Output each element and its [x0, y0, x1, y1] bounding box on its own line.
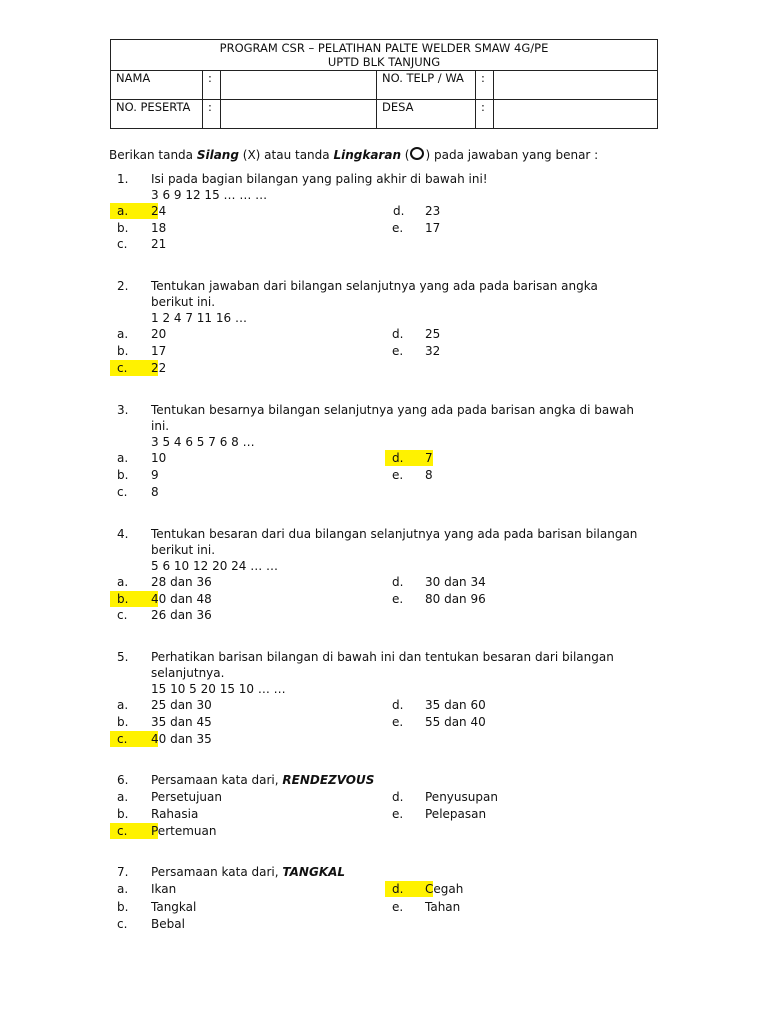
q4-option-b[interactable]: 40 dan 48	[151, 592, 212, 606]
q5-option-b-label[interactable]: b.	[117, 715, 129, 729]
q6-option-b-label[interactable]: b.	[117, 807, 129, 821]
q3-option-e-label[interactable]: e.	[392, 468, 404, 482]
instr-open: (	[400, 148, 410, 162]
q1-option-a-label[interactable]: a.	[110, 203, 158, 219]
instructions	[109, 147, 598, 162]
q2-option-e[interactable]: 32	[425, 344, 441, 358]
q2-text-line2: berikut ini.	[151, 295, 216, 309]
q4-text-line3: 5 6 10 12 20 24 … …	[151, 559, 279, 573]
q3-option-a-label[interactable]: a.	[117, 451, 129, 465]
desa-field[interactable]	[494, 100, 658, 129]
q7-number: 7.	[117, 865, 129, 879]
q1-text-line1: Isi pada bagian bilangan yang paling akhir di bawah ini!	[151, 172, 488, 186]
q5-option-e[interactable]: 55 dan 40	[425, 715, 486, 729]
q2-number: 2.	[117, 279, 129, 293]
nama-label: NAMA	[111, 71, 203, 100]
q3-option-b-label[interactable]: b.	[117, 468, 129, 482]
instr-lingkaran: Lingkaran	[333, 148, 401, 162]
q3-option-b[interactable]: 9	[151, 468, 159, 482]
q3-option-c[interactable]: 8	[151, 485, 159, 499]
instr-x-part: (X) atau tanda	[238, 148, 334, 162]
q4-text-line2: berikut ini.	[151, 543, 216, 557]
peserta-colon: :	[203, 100, 221, 129]
q2-text-line3: 1 2 4 7 11 16 …	[151, 311, 247, 325]
q5-number: 5.	[117, 650, 129, 664]
q7-prompt: Persamaan kata dari,	[151, 865, 283, 879]
q7-option-d[interactable]: Cegah	[425, 882, 464, 896]
q5-text-line2: selanjutnya.	[151, 666, 225, 680]
q4-text-line1: Tentukan besaran dari dua bilangan selanjutnya yang ada pada barisan bilangan	[151, 527, 638, 541]
header-title-line1: PROGRAM CSR – PELATIHAN PALTE WELDER SMAW 4G/PE	[219, 41, 549, 55]
q2-option-b[interactable]: 17	[151, 344, 167, 358]
q5-text-line1: Perhatikan barisan bilangan di bawah ini dan tentukan besaran dari bilangan	[151, 650, 614, 664]
q7-option-c[interactable]: Bebal	[151, 917, 185, 931]
q7-option-c-label[interactable]: c.	[117, 917, 128, 931]
q6-option-e[interactable]: Pelepasan	[425, 807, 487, 821]
q7-text	[151, 864, 345, 880]
q1-option-b-label[interactable]: b.	[117, 221, 129, 235]
q5-option-c-label[interactable]: c.	[110, 731, 158, 747]
q3-option-c-label[interactable]: c.	[117, 485, 128, 499]
peserta-field[interactable]	[221, 100, 377, 129]
q2-option-c[interactable]: 22	[151, 361, 167, 375]
q3-option-e[interactable]: 8	[425, 468, 433, 482]
q2-option-c-label[interactable]: c.	[110, 360, 158, 376]
q3-option-d[interactable]: 7	[425, 451, 433, 465]
q7-option-b-label[interactable]: b.	[117, 900, 129, 914]
nama-colon: :	[203, 71, 221, 100]
telp-colon: :	[476, 71, 494, 100]
q6-option-a[interactable]: Persetujuan	[151, 790, 222, 804]
q4-option-a-label[interactable]: a.	[117, 575, 129, 589]
q7-option-a[interactable]: Ikan	[151, 882, 177, 896]
peserta-label: NO. PESERTA	[111, 100, 203, 129]
q3-option-d-label[interactable]: d.	[385, 450, 433, 466]
q2-text-line1: Tentukan jawaban dari bilangan selanjutnya yang ada pada barisan angka	[151, 279, 598, 293]
q7-option-e[interactable]: Tahan	[425, 900, 461, 914]
q4-option-c-label[interactable]: c.	[117, 608, 128, 622]
q6-text	[151, 772, 374, 788]
header-title	[111, 40, 658, 71]
q6-option-b[interactable]: Rahasia	[151, 807, 199, 821]
nama-field[interactable]	[221, 71, 377, 100]
q7-option-d-label[interactable]: d.	[385, 881, 433, 897]
telp-field[interactable]	[494, 71, 658, 100]
q1-option-e[interactable]: 17	[425, 221, 441, 235]
q3-text-line2: ini.	[151, 419, 170, 433]
q7-keyword: TANGKAL	[282, 865, 346, 879]
q7-option-e-label[interactable]: e.	[392, 900, 404, 914]
q1-option-e-label[interactable]: e.	[392, 221, 404, 235]
q1-option-c[interactable]: 21	[151, 237, 167, 251]
q1-text-line2: 3 6 9 12 15 … … …	[151, 188, 268, 202]
q5-option-d[interactable]: 35 dan 60	[425, 698, 486, 712]
q6-keyword: RENDEZVOUS	[282, 773, 375, 787]
q3-text-line3: 3 5 4 6 5 7 6 8 …	[151, 435, 255, 449]
q2-option-d-label[interactable]: d.	[392, 327, 404, 341]
q1-option-b[interactable]: 18	[151, 221, 167, 235]
instr-suffix: ) pada jawaban yang benar :	[425, 148, 599, 162]
q6-option-c[interactable]: Pertemuan	[151, 824, 217, 838]
q1-option-d[interactable]: 23	[425, 204, 441, 218]
q6-option-a-label[interactable]: a.	[117, 790, 129, 804]
q6-number: 6.	[117, 773, 129, 787]
q3-number: 3.	[117, 403, 129, 417]
q2-option-a-label[interactable]: a.	[117, 327, 129, 341]
q2-option-b-label[interactable]: b.	[117, 344, 129, 358]
q6-option-d-label[interactable]: d.	[392, 790, 404, 804]
q1-number: 1.	[117, 172, 129, 186]
q1-option-a[interactable]: 24	[151, 204, 167, 218]
q4-option-d[interactable]: 30 dan 34	[425, 575, 486, 589]
q5-option-a-label[interactable]: a.	[117, 698, 129, 712]
q7-option-a-label[interactable]: a.	[117, 882, 129, 896]
q2-option-a[interactable]: 20	[151, 327, 167, 341]
q5-option-b[interactable]: 35 dan 45	[151, 715, 212, 729]
q4-option-b-label[interactable]: b.	[110, 591, 158, 607]
q5-option-e-label[interactable]: e.	[392, 715, 404, 729]
q4-option-c[interactable]: 26 dan 36	[151, 608, 212, 622]
q1-option-d-label[interactable]: d.	[393, 204, 405, 218]
header-table	[110, 39, 658, 129]
q3-option-a[interactable]: 10	[151, 451, 167, 465]
q4-number: 4.	[117, 527, 129, 541]
q6-option-d[interactable]: Penyusupan	[425, 790, 498, 804]
q7-option-b[interactable]: Tangkal	[151, 900, 197, 914]
q4-option-e[interactable]: 80 dan 96	[425, 592, 486, 606]
q5-option-a[interactable]: 25 dan 30	[151, 698, 212, 712]
q6-option-e-label[interactable]: e.	[392, 807, 404, 821]
telp-label: NO. TELP / WA	[377, 71, 476, 100]
q4-option-e-label[interactable]: e.	[392, 592, 404, 606]
q4-option-a[interactable]: 28 dan 36	[151, 575, 212, 589]
q5-option-c[interactable]: 40 dan 35	[151, 732, 212, 746]
q2-option-e-label[interactable]: e.	[392, 344, 404, 358]
desa-colon: :	[476, 100, 494, 129]
q5-text-line3: 15 10 5 20 15 10 … …	[151, 682, 286, 696]
q5-option-d-label[interactable]: d.	[392, 698, 404, 712]
circle-icon	[410, 147, 424, 160]
header-title-line2: UPTD BLK TANJUNG	[327, 55, 441, 69]
q2-option-d[interactable]: 25	[425, 327, 441, 341]
instr-silang: Silang	[196, 148, 239, 162]
q6-prompt: Persamaan kata dari,	[151, 773, 283, 787]
q4-option-d-label[interactable]: d.	[392, 575, 404, 589]
q6-option-c-label[interactable]: c.	[110, 823, 158, 839]
instr-prefix: Berikan tanda	[109, 148, 197, 162]
q3-text-line1: Tentukan besarnya bilangan selanjutnya yang ada pada barisan angka di bawah	[151, 403, 635, 417]
desa-label: DESA	[377, 100, 476, 129]
q1-option-c-label[interactable]: c.	[117, 237, 128, 251]
